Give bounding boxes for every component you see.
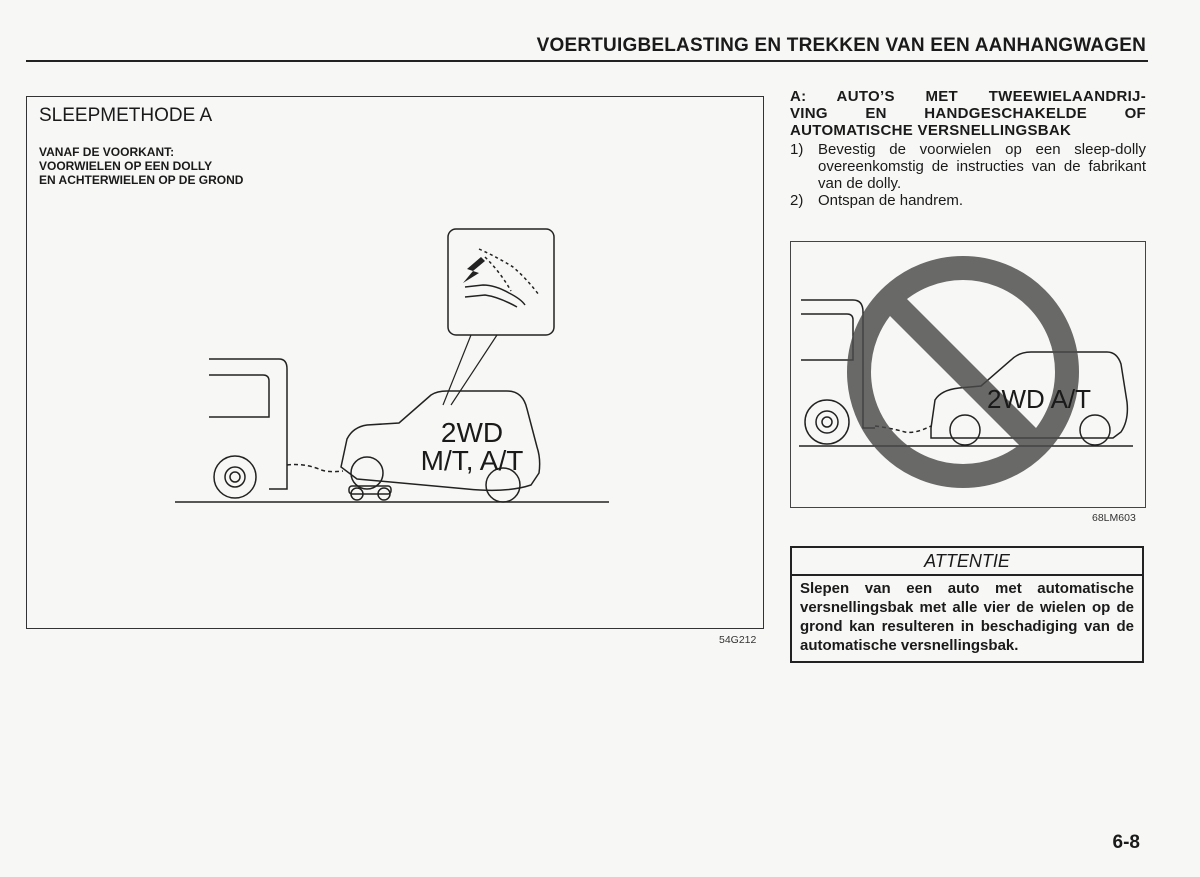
- step-item: [790, 192, 1146, 209]
- tow-dolly-illustration: [27, 97, 763, 628]
- tow-bar: [287, 465, 343, 472]
- steps-list: [790, 141, 1146, 209]
- step-item: [790, 141, 1146, 192]
- car-front-wheel: [950, 415, 980, 445]
- tow-truck-wheel: [214, 456, 256, 498]
- caution-box: [790, 546, 1144, 663]
- method-title: SLEEPMETHODE A: [39, 105, 213, 126]
- caution-title: ATTENTIE: [792, 548, 1142, 576]
- section-heading-line: AUTOMATISCHE VERSNELLINGSBAK: [790, 122, 1072, 139]
- section-heading-line: A: AUTO’S MET TWEEWIELAANDRIJ-: [790, 88, 1146, 105]
- page-header-title: VOERTUIGBELASTING EN TREKKEN VAN EEN AANHANGWAGEN: [536, 35, 1146, 56]
- photo-code: 68LM603: [1092, 512, 1136, 524]
- car-rear-wheel: [1080, 415, 1110, 445]
- tow-truck-body: [209, 359, 287, 489]
- right-column: [790, 88, 1146, 209]
- release-arrow-icon: [463, 257, 485, 283]
- prohibited-towing-illustration: [791, 242, 1145, 507]
- step-number: 2): [790, 192, 804, 209]
- car-label: [417, 419, 527, 475]
- step-text: Bevestig de voorwielen op een sleep-dolly overeenkomstig de instructies van de fabrikant van de dolly.: [818, 141, 1146, 192]
- photo-car-label: 2WD A/T: [987, 384, 1092, 414]
- step-number: 1): [790, 141, 804, 158]
- section-heading: [790, 88, 1146, 139]
- caution-text: Slepen van een auto met automatische versnellingsbak met alle vier de wielen op de grond kan resulteren in beschadiging van de automatische versnellingsbak.: [800, 580, 1134, 654]
- method-subtitle-line: EN ACHTERWIELEN OP DE GROND: [39, 173, 244, 187]
- header-rule: [26, 60, 1148, 62]
- tow-dolly: [349, 486, 391, 494]
- handbrake-lever: [465, 285, 525, 305]
- step-text: Ontspan de handrem.: [818, 192, 964, 209]
- tow-truck-wheel: [805, 400, 849, 444]
- method-subtitle-line: VOORWIELEN OP EEN DOLLY: [39, 159, 213, 173]
- section-heading-line: VING EN HANDGESCHAKELDE OF: [790, 105, 1146, 122]
- method-subtitle-line: VANAF DE VOORKANT:: [39, 145, 175, 159]
- car-front-wheel: [351, 457, 383, 489]
- page-number: 6-8: [1112, 832, 1140, 853]
- prohibited-towing-figure: [790, 241, 1146, 508]
- towing-method-figure: [26, 96, 764, 629]
- car-label-line2: M/T, A/T: [420, 445, 524, 476]
- figure-code: 54G212: [719, 634, 757, 646]
- car-label-line1: 2WD: [440, 417, 504, 448]
